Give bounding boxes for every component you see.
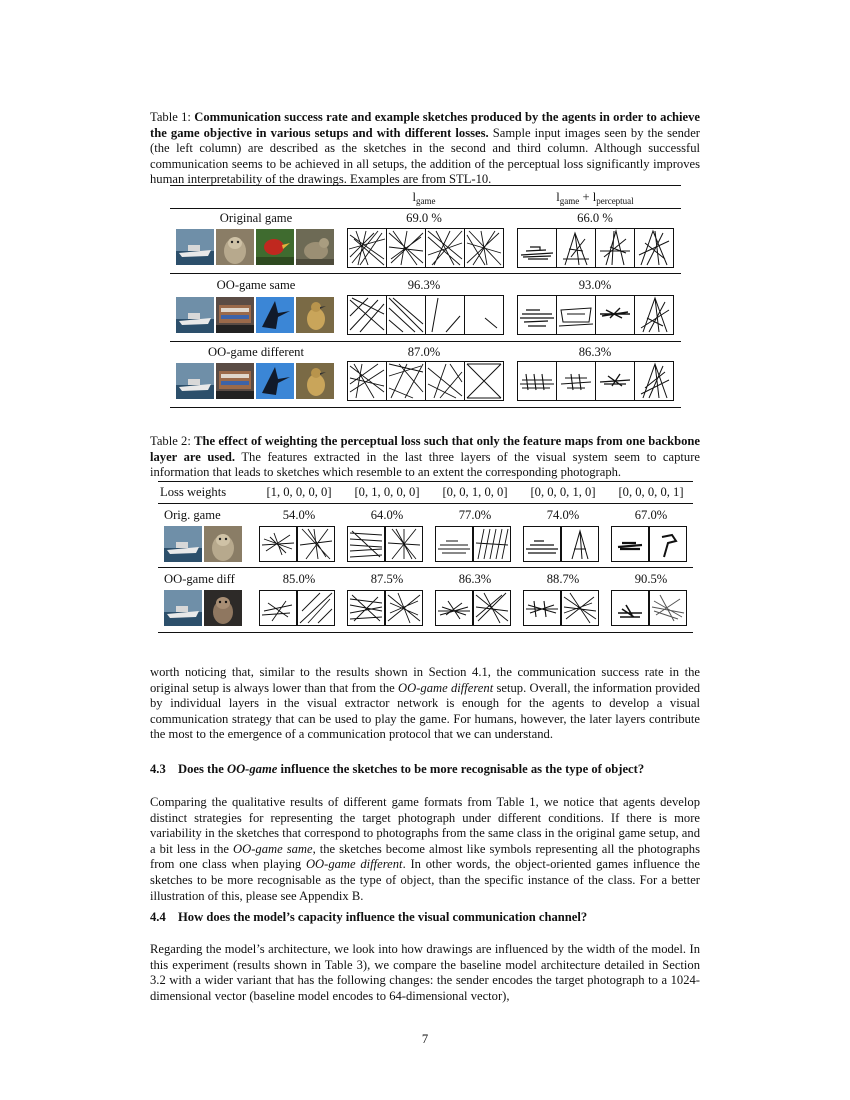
- photo-bird: [296, 363, 334, 399]
- sketch-thumbnail: [596, 296, 635, 334]
- table1-row-name: OO-game different: [208, 345, 304, 359]
- table1-top-rule: [170, 185, 681, 186]
- sketch-thumbnail: [426, 296, 465, 334]
- photo-ship: [176, 297, 214, 333]
- sketch-thumbnail: [465, 362, 503, 400]
- sketch-thumbnail: [465, 296, 503, 334]
- page-number: 7: [421, 1032, 429, 1046]
- sketch-thumbnail: [259, 526, 297, 562]
- sketch-thumbnail: [557, 296, 596, 334]
- table1-caption-rest: Sample input images seen by the sender (the left column) are described as the sketches in the second and third column. Although successful communication seems to be achieved in all setups, the addition of the perceptual loss significantly improves human interpretability of the drawings. Examples are from STL-10.: [150, 125, 700, 187]
- table2-header-cell: [0, 0, 0, 1, 0]: [530, 485, 596, 499]
- table2-photo-strip: [164, 590, 244, 626]
- table2-row-rule: [158, 567, 693, 568]
- table2-row-value: 90.5%: [634, 572, 668, 586]
- sketch-thumbnail: [518, 229, 557, 267]
- sketch-thumbnail: [473, 526, 511, 562]
- table1-caption-bold: Communication success rate and example sketches produced by the agents in order to achieve the game objective in various setups and with different losses.: [150, 110, 701, 140]
- photo-animal: [296, 229, 334, 265]
- table1-row-rule: [170, 273, 681, 274]
- table2-photo-strip: [164, 526, 244, 562]
- table2-row-value: 85.0%: [282, 572, 316, 586]
- sketch-thumbnail: [635, 362, 673, 400]
- sketch-thumbnail: [518, 362, 557, 400]
- photo-ship: [216, 297, 254, 333]
- sketch-thumbnail: [523, 590, 561, 626]
- sketch-thumbnail: [473, 590, 511, 626]
- sketch-thumbnail: [649, 590, 687, 626]
- table1-label: Table 1:: [150, 110, 191, 124]
- sketch-thumbnail: [649, 526, 687, 562]
- table1-row-value: 69.0 %: [406, 211, 442, 225]
- sketch-thumbnail: [387, 296, 426, 334]
- section-heading-4-4: 4.4 How does the model’s capacity influence the visual communication channel?: [150, 910, 588, 924]
- body-paragraph-3: Regarding the model’s architecture, we look into how drawings are influenced by the width of the model. In this experiment (results shown in Table 3), we compare the baseline model architecture detailed in Section 3.2 with a wider variant that has the following changes: the sender encodes the target photograph to a 1024-dimensional vector (baseline model encodes to 64-dimensional vector),: [150, 942, 700, 1003]
- table2-row-value: 87.5%: [370, 572, 404, 586]
- sketch-thumbnail: [348, 296, 387, 334]
- table2-caption-bold: The effect of weighting the perceptual loss such that only the feature maps from one backbone layer are used.: [150, 434, 701, 464]
- sketch-thumbnail: [635, 229, 673, 267]
- table1-sketch-strip-lgame: [347, 361, 504, 401]
- table1-photo-strip: [176, 297, 336, 333]
- table1-bottom-rule: [170, 407, 681, 408]
- sketch-thumbnail: [387, 229, 426, 267]
- sketch-thumbnail: [596, 362, 635, 400]
- sketch-thumbnail: [347, 526, 385, 562]
- table2-row-value: 74.0%: [546, 508, 580, 522]
- table2-label: Table 2:: [150, 434, 191, 448]
- sketch-thumbnail: [297, 526, 335, 562]
- table1-col-header-lgame: $l_{game}$: [412, 190, 436, 206]
- sketch-thumbnail: [435, 526, 473, 562]
- table2-row-value: 67.0%: [634, 508, 668, 522]
- table2-header-cell: [0, 1, 0, 0, 0]: [354, 485, 420, 499]
- table1-row-name: OO-game same: [216, 278, 296, 292]
- sketch-thumbnail: [385, 590, 423, 626]
- sketch-thumbnail: [465, 229, 503, 267]
- table1-row-value: 86.3%: [578, 345, 612, 359]
- table1-photo-strip: [176, 229, 336, 265]
- sketch-thumbnail: [259, 590, 297, 626]
- table1-row-rule: [170, 341, 681, 342]
- sketch-thumbnail: [596, 229, 635, 267]
- body-paragraph-1: worth noticing that, similar to the results shown in Section 4.1, the communication success rate in the original setup is always lower than that from the OO-game different setup. Overall, the information provided by individual layers in the visual extractor network is enough for the agents to develop a visual communication strategy that can be used to play the game. For humans, however, the later layers contribute the most to the emergence of a communication protocol that we can understand.: [150, 665, 701, 742]
- sketch-thumbnail: [523, 526, 561, 562]
- table1-sketch-strip-lperceptual: [517, 361, 674, 401]
- sketch-thumbnail: [557, 229, 596, 267]
- table2-caption-rest: The features extracted in the last three layers of the visual system seem to capture information that leads to sketches which resemble to an extent the corresponding photograph.: [150, 449, 700, 480]
- photo-ship: [176, 229, 214, 265]
- sketch-thumbnail: [561, 526, 599, 562]
- sketch-thumbnail: [518, 296, 557, 334]
- table1-row-value: 66.0 %: [577, 211, 613, 225]
- sketch-thumbnail: [348, 229, 387, 267]
- table2-row-value: 54.0%: [282, 508, 316, 522]
- table1-sketch-strip-lgame: [347, 228, 504, 268]
- table1-sketch-strip-lperceptual: [517, 295, 674, 335]
- table2-row-name: Orig. game: [164, 508, 221, 522]
- table1-col-header-lperceptual: $l_{game} + l_{perceptual}$: [556, 190, 634, 206]
- table2-header-rule: [158, 503, 693, 504]
- sketch-thumbnail: [635, 296, 673, 334]
- photo-airplane: [256, 363, 294, 399]
- sketch-thumbnail: [387, 362, 426, 400]
- sketch-thumbnail: [297, 590, 335, 626]
- sketch-thumbnail: [426, 229, 465, 267]
- table1-row-value: 93.0%: [578, 278, 612, 292]
- body-paragraph-2: Comparing the qualitative results of different game formats from Table 1, we notice that agents develop distinct strategies for representing the target photograph under different conditions. If there is more variability in the sketches that correspond to photographs from the same class in the original game setup, and a bit less in the OO-game same, the sketches become almost like symbols representing all the photographs from one class when playing OO-game different. In other words, the object-oriented games influence the sketches to be more recognisable as the type of object, than the specific instance of the class. For a better illustration of this, please see Appendix B.: [150, 795, 700, 903]
- sketch-thumbnail: [611, 526, 649, 562]
- table2-top-rule: [158, 481, 693, 482]
- table1-row-value: 87.0%: [407, 345, 441, 359]
- table1-caption: [150, 110, 700, 188]
- photo-cat: [204, 590, 242, 626]
- photo-ship: [164, 590, 202, 626]
- photo-bird: [256, 229, 294, 265]
- table1-sketch-strip-lgame: [347, 295, 504, 335]
- photo-cat: [216, 229, 254, 265]
- photo-ship: [216, 363, 254, 399]
- table1-sketch-strip-lperceptual: [517, 228, 674, 268]
- table1-row-value: 96.3%: [407, 278, 441, 292]
- sketch-thumbnail: [348, 362, 387, 400]
- sketch-thumbnail: [347, 590, 385, 626]
- table1-header-rule: [170, 208, 681, 209]
- sketch-thumbnail: [561, 590, 599, 626]
- photo-ship: [164, 526, 202, 562]
- sketch-thumbnail: [385, 526, 423, 562]
- photo-ship: [176, 363, 214, 399]
- table2-header-cell: Loss weights: [160, 485, 227, 499]
- photo-airplane: [256, 297, 294, 333]
- table2-row-value: 88.7%: [546, 572, 580, 586]
- sketch-thumbnail: [611, 590, 649, 626]
- sketch-thumbnail: [426, 362, 465, 400]
- table2-caption: [150, 434, 700, 481]
- sketch-thumbnail: [557, 362, 596, 400]
- table2-bottom-rule: [158, 632, 693, 633]
- table2-row-name: OO-game diff: [164, 572, 235, 586]
- photo-cat: [204, 526, 242, 562]
- section-heading-4-3: 4.3 Does the OO-game influence the sketches to be more recognisable as the type of object?: [150, 762, 645, 776]
- table2-header-cell: [0, 0, 0, 0, 1]: [618, 485, 684, 499]
- table1-row-name: Original game: [219, 211, 293, 225]
- table2-row-value: 64.0%: [370, 508, 404, 522]
- table2-row-value: 86.3%: [458, 572, 492, 586]
- photo-bird: [296, 297, 334, 333]
- sketch-thumbnail: [435, 590, 473, 626]
- table1-photo-strip: [176, 363, 336, 399]
- table2-header-cell: [0, 0, 1, 0, 0]: [442, 485, 508, 499]
- table2-header-cell: [1, 0, 0, 0, 0]: [266, 485, 332, 499]
- table2-row-value: 77.0%: [458, 508, 492, 522]
